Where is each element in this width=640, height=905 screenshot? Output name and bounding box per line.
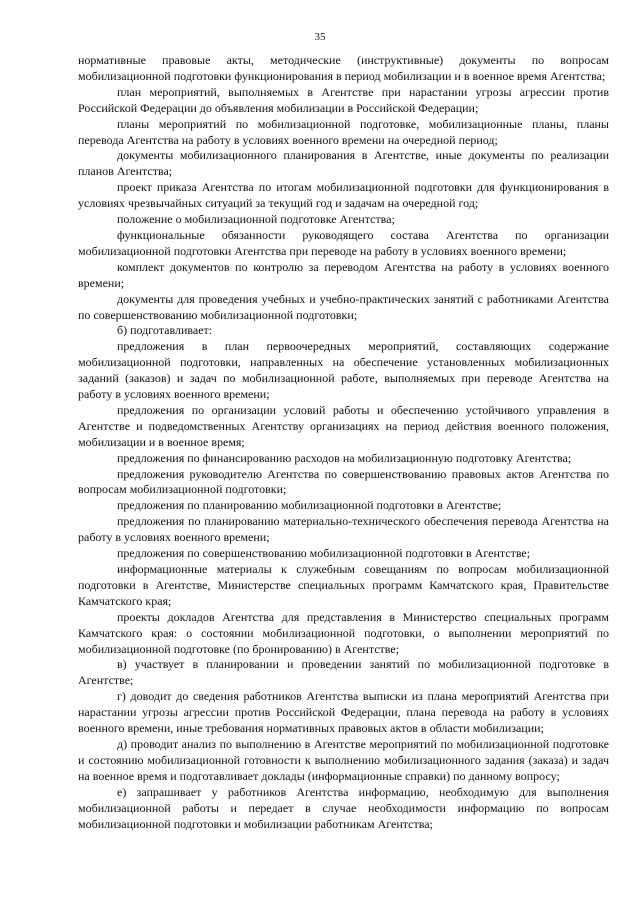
paragraph-20: в) участвует в планировании и проведении занятий по мобилизационной подготовке в Агентстве; xyxy=(78,657,609,688)
paragraph-11: предложения в план первоочередных мероприятий, составляющих содержание мобилизационной подготовки, направленных на обеспечение установленных мобилизационных заданий (заказов) и задач по мобилизационной работе, выполняемых при переводе Агентства на работу в условиях военного времени; xyxy=(78,339,609,402)
paragraph-10: б) подготавливает: xyxy=(117,323,213,338)
paragraph-8: комплект документов по контролю за переводом Агентства на работу в условиях военного времени; xyxy=(78,259,609,290)
paragraph-6: положение о мобилизационной подготовке Агентства; xyxy=(117,212,395,227)
paragraph-18: информационные материалы к служебным совещаниям по вопросам мобилизационной подготовки в Агентстве, Министерстве специальных программ Камчатского края, Правительстве Камчатского края; xyxy=(78,562,609,608)
paragraph-15: предложения по планированию мобилизационной подготовки в Агентстве; xyxy=(117,498,502,513)
paragraph-2: план мероприятий, выполняемых в Агентстве при нарастании угрозы агрессии против Российской Федерации до объявления мобилизации в Российской Федерации; xyxy=(78,84,609,115)
paragraph-17: предложения по совершенствованию мобилизационной подготовки в Агентстве; xyxy=(117,546,531,561)
paragraph-21: г) доводит до сведения работников Агентства выписки из плана мероприятий Агентства при нарастании угрозы агрессии против Российской Федерации, плана перевода на работу в условиях военного времени, иные требования нормативных правовых актов в области мобилизации; xyxy=(78,689,609,736)
paragraph-22: д) проводит анализ по выполнению в Агентстве мероприятий по мобилизационной подготовке и состоянию мобилизационной готовности к выполнению мобилизационного задания (заказа) и задач на военное время и подготавливает доклады (информационные справки) по данному вопросу; xyxy=(78,736,609,783)
page-number: 35 xyxy=(314,31,326,43)
paragraph-16: предложения по планированию материально-технического обеспечения перевода Агентства на работу в условиях военного времени; xyxy=(78,514,609,545)
paragraph-9: документы для проведения учебных и учебно-практических занятий с работниками Агентства по совершенствованию мобилизационной подготовки; xyxy=(78,291,609,322)
paragraph-12: предложения по организации условий работы и обеспечению устойчивого управления в Агентстве и подведомственных Агентству организациях на период действия военного положения, мобилизации и в военное время; xyxy=(78,402,609,449)
paragraph-23: е) запрашивает у работников Агентства информацию, необходимую для выполнения мобилизационной работы и передает в случае необходимости информацию по вопросам мобилизационной подготовки и мобилизации работникам Агентства; xyxy=(78,784,609,831)
paragraph-13: предложения по финансированию расходов на мобилизационную подготовку Агентства; xyxy=(117,450,572,465)
paragraph-14: предложения руководителю Агентства по совершенствованию правовых актов Агентства по вопросам мобилизационной подготовки; xyxy=(78,466,609,497)
paragraph-1: нормативные правовые акты, методические (инструктивные) документы по вопросам мобилизационной подготовки функционирования в период мобилизации и в военное время Агентства; xyxy=(78,53,609,83)
paragraph-4: документы мобилизационного планирования в Агентстве, иные документы по реализации планов Агентства; xyxy=(78,148,609,179)
paragraph-7: функциональные обязанности руководящего состава Агентства по организации мобилизационной подготовки Агентства при переводе на работу в условиях военного времени; xyxy=(78,227,609,258)
document-body xyxy=(78,53,609,832)
paragraph-3: планы мероприятий по мобилизационной подготовке, мобилизационные планы, планы перевода Агентства на работу в условиях военного времени на очередной период; xyxy=(78,116,609,147)
paragraph-5: проект приказа Агентства по итогам мобилизационной подготовки для функционирования в условиях чрезвычайных ситуаций за текущий год и задачам на очередной год; xyxy=(78,180,609,211)
paragraph-19: проекты докладов Агентства для представления в Министерство специальных программ Камчатского края: о состоянии мобилизационной подготовки, о выполнении мероприятий по мобилизационной подготовке (по бронированию) в Агентстве; xyxy=(78,609,609,656)
